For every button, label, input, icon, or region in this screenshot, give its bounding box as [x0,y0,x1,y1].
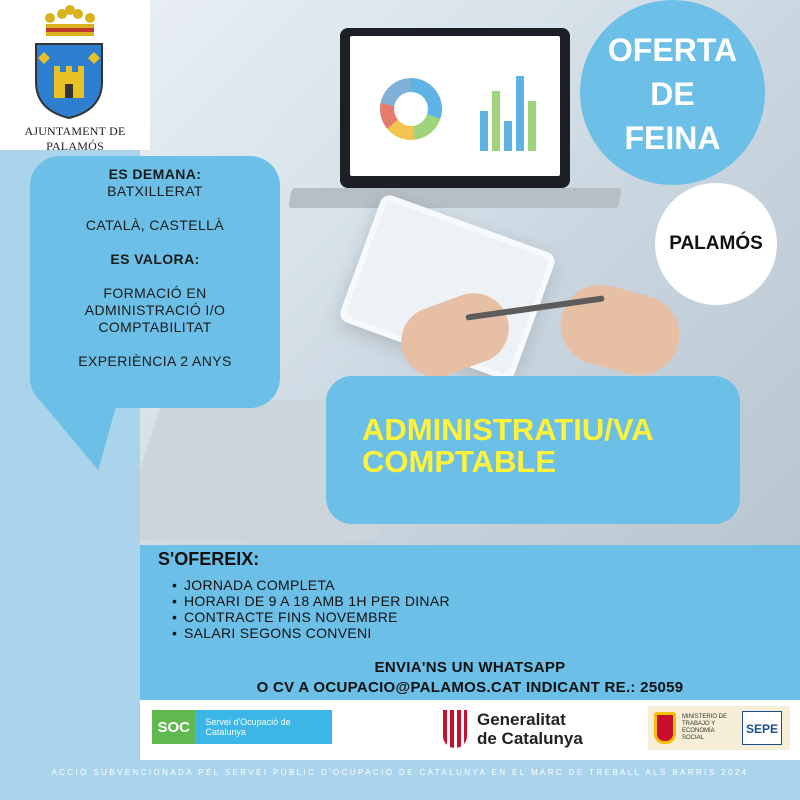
soc-name: Servei d'Ocupació de Catalunya [205,717,291,737]
hand-illustration [552,276,689,384]
job-title-line: ADMINISTRATIU/VA [362,412,654,447]
bar-chart-icon [480,111,488,151]
job-offer-badge [580,0,765,185]
generalitat-logo [443,710,583,748]
generalitat-name [477,710,583,748]
soc-badge: SOC [152,710,195,744]
bar-chart-icon [516,76,524,151]
offer-item: • SALARI SEGONS CONVENI [172,625,450,641]
municipality-logo [0,0,150,153]
required-heading: ES DEMANA: [108,166,202,182]
valued-heading: ES VALORA: [110,251,200,267]
bar-chart-icon [492,91,500,151]
laptop-illustration [340,28,570,188]
crown-icon [40,4,100,40]
sepe-logo: SEPE [742,711,782,745]
requirements-bubble [30,156,280,408]
municipality-name: AJUNTAMENT DE PALAMÓS [24,124,126,153]
offer-line: OFERTA [607,32,738,68]
sponsor-logos-strip [140,700,800,760]
bar-chart-icon [504,121,512,151]
offer-item: • HORARI DE 9 A 18 AMB 1H PER DINAR [172,593,450,609]
offer-item: • CONTRACTE FINS NOVEMBRE [172,609,450,625]
offers-section [140,545,800,700]
ministry-sepe-logo [648,706,790,750]
valued-item: EXPERIÈNCIA 2 ANYS [78,353,232,369]
funding-footer: ACCIÓ SUBVENCIONADA PEL SERVEI PÚBLIC D'OCUPACIÓ DE CATALUNYA EN EL MARC DE TREBALL ALS BARRIS 2024 [51,768,749,777]
laptop-display [350,36,560,176]
contact-email-line: O CV A OCUPACIO@PALAMOS.CAT INDICANT RE.: 25059 [256,679,684,696]
job-title-box [326,376,740,524]
bar-chart-icon [528,101,536,151]
spain-crest-icon [654,712,676,744]
valued-item: FORMACIÓ EN ADMINISTRACIÓ I/O COMPTABILITAT [84,285,226,335]
coat-of-arms-icon [34,42,104,120]
offer-line: FEINA [624,120,721,156]
offers-heading: S'OFEREIX: [158,549,260,569]
required-item: BATXILLERAT [107,183,203,199]
catalan-flag-icon [443,710,467,748]
offer-line: DE [650,76,695,112]
offers-list [172,577,450,641]
required-item: CATALÀ, CASTELLÀ [85,217,225,233]
location-badge: PALAMÓS [655,183,777,305]
soc-logo [152,710,332,744]
offer-item: • JORNADA COMPLETA [172,577,450,593]
contact-call-to-action: ENVIA'NS UN WHATSAPP [374,659,566,676]
generalitat-line: de Catalunya [477,729,583,748]
laptop-base [288,188,622,208]
job-title-line: COMPTABLE [362,444,557,479]
donut-chart-icon [380,78,442,140]
generalitat-line: Generalitat [477,710,566,729]
ministry-name: MINISTERIO DE TRABAJO Y ECONOMÍA SOCIAL [682,714,728,741]
